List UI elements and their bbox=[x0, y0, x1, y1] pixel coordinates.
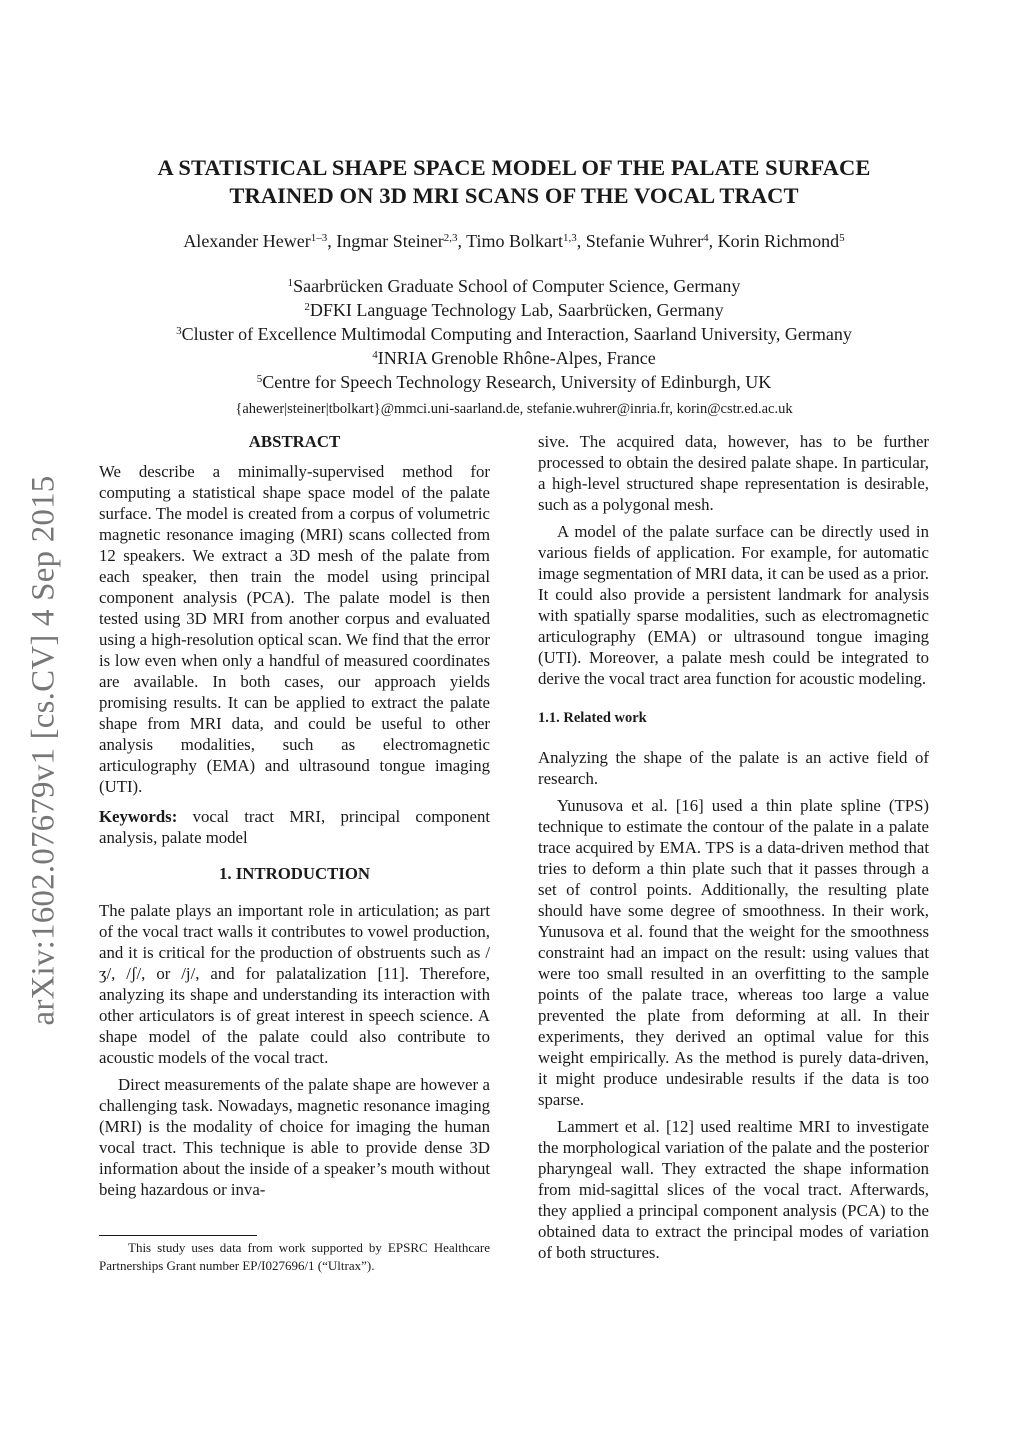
keywords-label: Keywords: bbox=[99, 807, 178, 826]
abstract-text: We describe a minimally-supervised method for computing a statistical shape space model of the palate surface. The model is created from a corpus of volumetric magnetic resonance imaging (MRI) scans collected from 12 speakers. We extract a 3D mesh of the palate from each speaker, then train the model using principal component analysis (PCA). The palate model is then tested using 3D MRI from another corpus and evaluated using a high-resolution optical scan. We find that the error is low even when only a handful of measured coordinates are available. In both cases, our approach yields promising results. It can be applied to extract the palate shape from MRI data, and could be useful to other analysis modalities, such as electromagnetic articulography (EMA) and ultrasound tongue imaging (UTI). bbox=[99, 462, 490, 796]
paper-title bbox=[100, 154, 928, 210]
footnote bbox=[99, 1239, 490, 1275]
keywords bbox=[99, 806, 490, 848]
author-list: Alexander Hewer$^{1-3}$, Ingmar Steiner$^{2,3}$, Timo Bolkart$^{1,3}$, Stefanie Wuhrer$^4$, Korin Richmond$^5$ bbox=[183, 231, 845, 251]
keywords-text: vocal tract MRI, principal component analysis, palate model bbox=[99, 807, 490, 847]
author-name: Korin Richmond bbox=[717, 231, 840, 251]
affiliation-list bbox=[100, 274, 928, 394]
author-name: Ingmar Steiner bbox=[336, 231, 444, 251]
related-work-paragraph-1: Analyzing the shape of the palate is an active field of research. bbox=[538, 748, 929, 788]
affiliation: $^3$Cluster of Excellence Multimodal Computing and Interaction, Saarland University, Germany bbox=[176, 324, 852, 344]
author-emails: {ahewer|steiner|tbolkart}@mmci.uni-saarland.de, stefanie.wuhrer@inria.fr, korin@cstr.ed.ac.uk bbox=[235, 401, 793, 417]
author-name: Alexander Hewer bbox=[183, 231, 311, 251]
author-affil-marker: 1,3 bbox=[563, 232, 577, 244]
intro-paragraph-2: Direct measurements of the palate shape are however a challenging task. Nowadays, magnetic resonance imaging (MRI) is the modality of choice for imaging the human vocal tract. This technique is able to provide dense 3D information about the inside of a speaker’s mouth without being hazardous or inva- bbox=[99, 1075, 490, 1199]
footnote-rule bbox=[99, 1235, 257, 1236]
author-affil-marker: 5 bbox=[839, 232, 845, 244]
author-affil-marker: 2,3 bbox=[443, 232, 458, 244]
related-work-paragraph-2: Yunusova et al. [16] used a thin plate spline (TPS) technique to estimate the contour of the palate in a palate trace acquired by EMA. TPS is a data-driven method that tries to deform a thin plate such that it passes through a set of control points. Additionally, the resulting plate should have some degree of smoothness. In their work, Yunusova et al. found that the weight for the smoothness constraint had an impact on the result: using values that were too small resulted in an overfitting to the sample points of the palate trace, whereas too large a value prevented the plate from deforming at all. In their experiments, they derived an optimal value for this weight empirically. As the method is purely data-driven, it might produce undesirable results if the data is too sparse. bbox=[538, 796, 929, 1109]
related-work-paragraph-3: Lammert et al. [12] used realtime MRI to investigate the morphological variation of the palate and the posterior pharyngeal wall. They extracted the shape information from mid-sagittal slices of the vocal tract. Afterwards, they applied a principal component analysis (PCA) to the obtained data to extract the principal modes of variation of both structures. bbox=[538, 1117, 929, 1262]
affiliation: $^2$DFKI Language Technology Lab, Saarbrücken, Germany bbox=[304, 300, 724, 320]
right-column bbox=[538, 431, 929, 1263]
author-affil-marker: 1–3 bbox=[310, 232, 328, 244]
title-line-2: TRAINED ON 3D MRI SCANS OF THE VOCAL TRACT bbox=[229, 183, 799, 208]
left-column bbox=[99, 431, 490, 1200]
arxiv-stamp bbox=[18, 460, 70, 1040]
affiliation: $^5$Centre for Speech Technology Research, University of Edinburgh, UK bbox=[256, 372, 772, 392]
author-name: Stefanie Wuhrer bbox=[585, 231, 704, 251]
affiliation: $^1$Saarbrücken Graduate School of Computer Science, Germany bbox=[287, 276, 741, 296]
author-affil-marker: 4 bbox=[703, 232, 709, 244]
author-name: Timo Bolkart bbox=[466, 231, 564, 251]
intro-paragraph-1: The palate plays an important role in articulation; as part of the vocal tract walls it contributes to vowel production, and it is critical for the production of obstruents such as /ʒ/, /ʃ/, or /j/, and for palatalization [11]. Therefore, analyzing its shape and understanding its interaction with other articulators is of great interest in speech science. A shape model of the palate could also contribute to acoustic models of the vocal tract. bbox=[99, 901, 490, 1067]
footnote-text: This study uses data from work supported by EPSRC Healthcare Partnerships Grant number EP/I027696/1 (“Ultrax”). bbox=[99, 1240, 490, 1273]
intro-paragraph-2-continued: sive. The acquired data, however, has to be further processed to obtain the desired palate shape. In particular, a high-level structured shape representation is desirable, such as a polygonal mesh. bbox=[538, 432, 929, 514]
related-work-heading: 1.1. Related work bbox=[538, 710, 647, 726]
abstract-heading: ABSTRACT bbox=[248, 432, 341, 451]
arxiv-id: arXiv:1602.07679v1 [cs.CV] 4 Sep 2015 bbox=[25, 474, 62, 1026]
introduction-heading: 1. INTRODUCTION bbox=[218, 864, 371, 883]
intro-paragraph-3: A model of the palate surface can be directly used in various fields of application. For example, for automatic image segmentation of MRI data, it can be used as a prior. It could also provide a persistent landmark for analysis with spatially sparse modalities, such as electromagnetic articulography (EMA) or ultrasound tongue imaging (UTI). Moreover, a palate mesh could be integrated to derive the vocal tract area function for acoustic modeling. bbox=[538, 522, 929, 688]
affiliation: $^4$INRIA Grenoble Rhône-Alpes, France bbox=[372, 348, 656, 368]
title-line-1: A STATISTICAL SHAPE SPACE MODEL OF THE PALATE SURFACE bbox=[157, 155, 871, 180]
